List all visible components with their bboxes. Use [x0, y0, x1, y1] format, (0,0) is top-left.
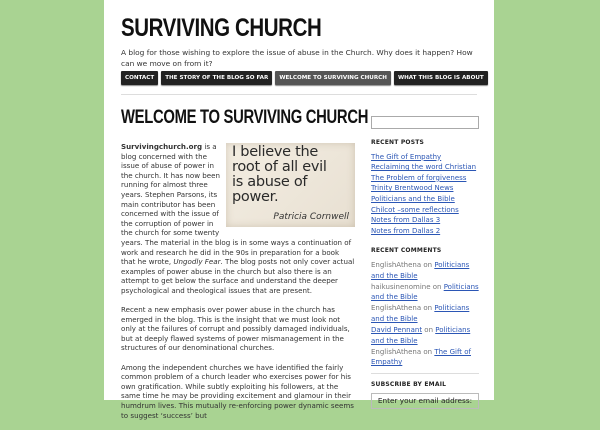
comment-post-link[interactable]: The Gift of Empathy [371, 347, 471, 367]
recent-comment [371, 347, 481, 368]
post-title: WELCOME TO SURVIVING CHURCH [121, 107, 369, 128]
recent-post-link[interactable]: The Problem of forgiveness [371, 173, 467, 182]
paragraph-text: . The blog posts not only cover actual examples of power abuse in the church but also there is an attempt to get below the surface and understand the deeper psychological and theological issues that are present. [121, 257, 355, 295]
subscribe-title: SUBSCRIBE BY EMAIL [371, 380, 447, 388]
recent-post-link[interactable]: Chilcot –some reflections [371, 205, 459, 214]
recent-post-link[interactable]: Reclaiming the word Christian [371, 163, 477, 172]
paragraph: Recent a new emphasis over power abuse in the church has emerged in the blog. This is the insight that we must look not only at the failures of corrupt and possibly damaged individuals, but at deeply flawed systems of power mismanagement in the structures of our denominational churches. [121, 305, 350, 353]
quote-line: power. [232, 189, 279, 205]
recent-post-link[interactable]: Notes from Dallas 2 [371, 226, 441, 235]
header-divider [121, 94, 477, 95]
comment-post-link[interactable]: Politicians and the Bible [371, 282, 479, 302]
quote-line: I believe the [232, 144, 318, 160]
recent-post-link[interactable]: The Gift of Empathy [371, 152, 442, 161]
comment-on: on [422, 326, 436, 334]
recent-post-link[interactable]: Notes from Dallas 3 [371, 216, 441, 225]
search-input[interactable] [371, 116, 479, 129]
comment-author-link[interactable]: David Pennant [371, 326, 423, 334]
comment-author: EnglishAthena [371, 304, 422, 313]
recent-post-link[interactable]: Trinity Brentwood News [371, 184, 454, 193]
paragraph-text: is a blog concerned with the issue of abuse of power in the church. It has now been running for almost three years. Stephen Parsons, its main contributor has been concerned with the issue of the corruption of power in the church for some twenty years. The material in the blog is in some ways a continuation of work and research he did in the 90s in preparation for a book that he wrote, [121, 142, 352, 267]
book-title: Ungodly Fear [173, 257, 221, 267]
quote-image [226, 143, 355, 227]
page-container [104, 0, 494, 420]
comment-on: on [421, 347, 435, 356]
paragraph: Among the independent churches we have identified the fairly common problem of a church leader who exercises power for his own gratification. While subtly exploiting his followers, at the same time he may be providing excitement and glamour in their humdrum lives. This mutually re-enforcing power dynamic seems to suggest ‘success’ but [121, 362, 354, 420]
comment-on: on [421, 260, 435, 269]
site-title[interactable]: SURVIVING CHURCH [121, 14, 322, 42]
comment-post-link[interactable]: Politicians and the Bible [371, 304, 470, 323]
site-tagline: A blog for those wishing to explore the issue of abuse in the Church. Why does it happen? How can we move on from it? [121, 48, 473, 68]
nav-item-welcome[interactable]: WELCOME TO SURVIVING CHURCH [275, 71, 391, 85]
comment-post-link[interactable]: Politicians and the Bible [371, 326, 471, 345]
quote-line: is abuse of [232, 174, 308, 190]
recent-comment [371, 303, 481, 324]
recent-comment [371, 282, 481, 303]
comment-author: EnglishAthena [371, 260, 422, 269]
email-field-label: Enter your email address: [371, 393, 479, 409]
widget-divider [371, 373, 479, 374]
comment-author: EnglishAthena [371, 347, 422, 356]
sidebar [371, 116, 481, 409]
nav-item-contact[interactable]: CONTACT [121, 71, 158, 85]
recent-comments-title: RECENT COMMENTS [371, 247, 442, 255]
recent-comment [371, 325, 481, 346]
comment-post-link[interactable]: Politicians and the Bible [371, 260, 470, 280]
quote-line: root of all evil [232, 159, 327, 175]
site-name-strong: Survivingchurch.org [121, 142, 203, 151]
nav-item-story[interactable]: THE STORY OF THE BLOG SO FAR [161, 71, 272, 85]
quote-author: Patricia Cornwell [273, 212, 349, 223]
recent-posts-title: RECENT POSTS [371, 139, 425, 146]
recent-comment [371, 260, 481, 281]
comment-on: on [421, 304, 435, 313]
comment-author: haikusinenomine [371, 282, 431, 291]
nav-item-about[interactable]: WHAT THIS BLOG IS ABOUT [394, 71, 488, 85]
post-content [121, 142, 355, 430]
comment-on: on [430, 282, 444, 291]
recent-post-link[interactable]: Politicians and the Bible [371, 194, 455, 203]
main-nav [121, 71, 488, 85]
